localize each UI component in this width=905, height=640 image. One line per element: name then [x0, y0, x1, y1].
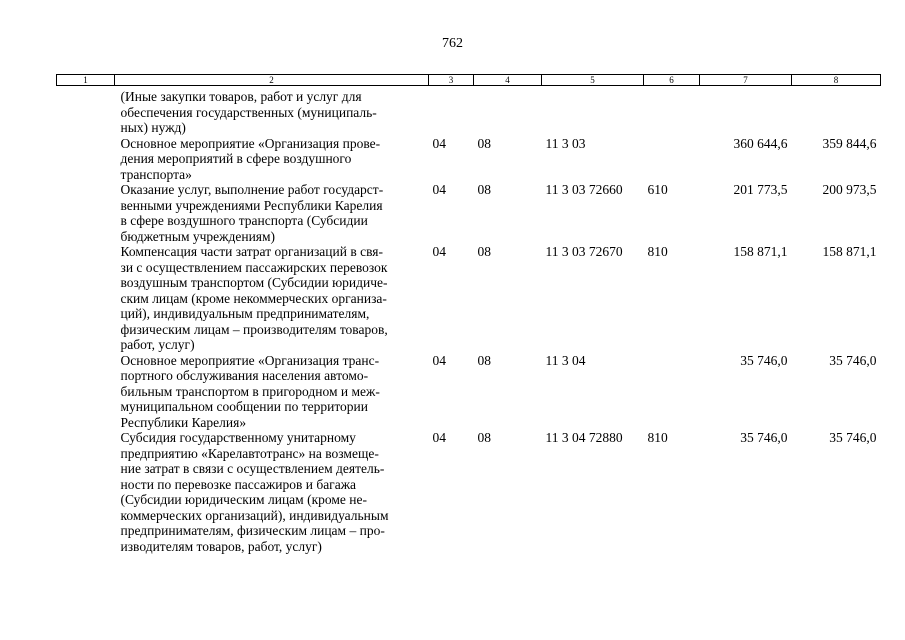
cell-amount-2: 35 746,0: [829, 430, 877, 445]
cell-subsection: 08: [477, 244, 491, 259]
table-row: [57, 86, 881, 136]
name-line: бильным транспортом в пригородном и меж-: [120, 383, 380, 399]
cell-col1: [57, 86, 115, 136]
cell-amount-2: 158 871,1: [822, 244, 877, 259]
name-line: воздушным транспортом (Субсидии юридиче-: [120, 275, 388, 290]
cell-subsection: 08: [477, 430, 491, 445]
column-header: 8: [792, 75, 881, 86]
cell-amount-1: [700, 86, 792, 136]
cell-col1: [57, 353, 115, 431]
cell-amount-2: 200 973,5: [822, 182, 877, 197]
column-header: 1: [57, 75, 115, 86]
cell-expense-type: 610: [647, 182, 668, 197]
cell-amount-1: 158 871,1: [733, 244, 788, 259]
cell-amount-1: 201 773,5: [733, 182, 788, 197]
cell-section: [429, 86, 474, 136]
name-line: ским лицам (кроме некоммерческих организа-: [120, 290, 387, 306]
cell-amount-1: 35 746,0: [740, 352, 788, 368]
cell-expense-type: [644, 353, 700, 431]
cell-name: [115, 136, 429, 183]
name-line: в сфере воздушного транспорта (Субсидии: [120, 213, 368, 228]
column-header: 4: [474, 75, 542, 86]
name-line: зи с осуществлением пассажирских перевозок: [120, 259, 388, 275]
table-row: [57, 244, 881, 353]
name-line: предприятию «Карелавтотранс» на возмеще-: [120, 445, 379, 461]
cell-name: [115, 353, 429, 431]
cell-name: [115, 182, 429, 244]
name-line: муниципальном сообщении по территории: [120, 399, 368, 414]
name-line: предпринимателям, физическим лицам – про-: [120, 523, 385, 538]
column-header: 2: [115, 75, 429, 86]
cell-section: 04: [432, 430, 446, 445]
cell-amount-2: [792, 86, 881, 136]
cell-expense-type: [644, 136, 700, 183]
name-line: транспорта»: [120, 166, 192, 182]
name-line: работ, услуг): [120, 337, 195, 352]
name-line: ности по перевозке пассажиров и багажа: [120, 476, 357, 492]
name-line: ных) нужд): [120, 120, 186, 135]
name-line: Оказание услуг, выполнение работ государст-: [120, 182, 384, 197]
name-line: бюджетным учреждениям): [120, 228, 276, 244]
cell-name: [115, 86, 429, 136]
name-line: Республики Карелия»: [120, 414, 247, 430]
name-line: Субсидия государственному унитарному: [120, 430, 356, 445]
cell-amount-2: 35 746,0: [829, 352, 877, 368]
column-header: 3: [429, 75, 474, 86]
cell-col1: [57, 430, 115, 554]
cell-target-article: 11 3 03 72660: [545, 182, 623, 197]
cell-subsection: 08: [477, 352, 491, 368]
cell-subsection: 08: [477, 135, 491, 151]
cell-section: 04: [432, 182, 446, 197]
cell-target-article: [542, 86, 644, 136]
cell-target-article: 11 3 03 72670: [545, 244, 623, 259]
cell-subsection: 08: [477, 182, 491, 197]
cell-col1: [57, 136, 115, 183]
cell-expense-type: 810: [647, 430, 668, 445]
cell-target-article: 11 3 04 72880: [545, 430, 623, 445]
cell-expense-type: 810: [647, 244, 668, 259]
name-line: коммерческих организаций), индивидуальным: [120, 507, 389, 523]
table-header-row: [57, 75, 881, 86]
cell-amount-1: 35 746,0: [740, 430, 788, 445]
name-line: (Иные закупки товаров, работ и услуг для: [120, 89, 362, 104]
column-header: 5: [542, 75, 644, 86]
cell-col1: [57, 244, 115, 353]
name-line: обеспечения государственных (муниципаль-: [120, 104, 377, 120]
name-line: Основное мероприятие «Организация прове-: [120, 135, 381, 151]
cell-subsection: [474, 86, 542, 136]
cell-col1: [57, 182, 115, 244]
page-number: 762: [442, 36, 463, 51]
name-line: ние затрат в связи с осуществлением деятель-: [120, 461, 385, 476]
name-line: Компенсация части затрат организаций в свя-: [120, 244, 383, 259]
table-row: [57, 136, 881, 183]
table-row: [57, 182, 881, 244]
cell-target-article: 11 3 04: [545, 352, 586, 368]
cell-section: 04: [432, 135, 446, 151]
cell-amount-2: 359 844,6: [822, 135, 877, 151]
cell-name: [115, 430, 429, 554]
cell-section: 04: [432, 352, 446, 368]
name-line: венными учреждениями Республики Карелия: [120, 197, 383, 213]
table-row: [57, 430, 881, 554]
cell-target-article: 11 3 03: [545, 135, 586, 151]
name-line: дения мероприятий в сфере воздушного: [120, 151, 352, 166]
cell-name: [115, 244, 429, 353]
name-line: Основное мероприятие «Организация транс-: [120, 352, 380, 368]
name-line: физическим лицам – производителям товаров,: [120, 321, 388, 337]
name-line: изводителям товаров, работ, услуг): [120, 538, 322, 554]
name-line: ций), индивидуальным предпринимателям,: [120, 306, 370, 321]
column-header: 7: [700, 75, 792, 86]
name-line: портного обслуживания населения автомо-: [120, 368, 369, 383]
cell-expense-type: [644, 86, 700, 136]
cell-section: 04: [432, 244, 446, 259]
column-header: 6: [644, 75, 700, 86]
budget-table: [56, 74, 881, 554]
table-row: [57, 353, 881, 431]
cell-amount-1: 360 644,6: [733, 135, 788, 151]
name-line: (Субсидии юридическим лицам (кроме не-: [120, 492, 367, 507]
